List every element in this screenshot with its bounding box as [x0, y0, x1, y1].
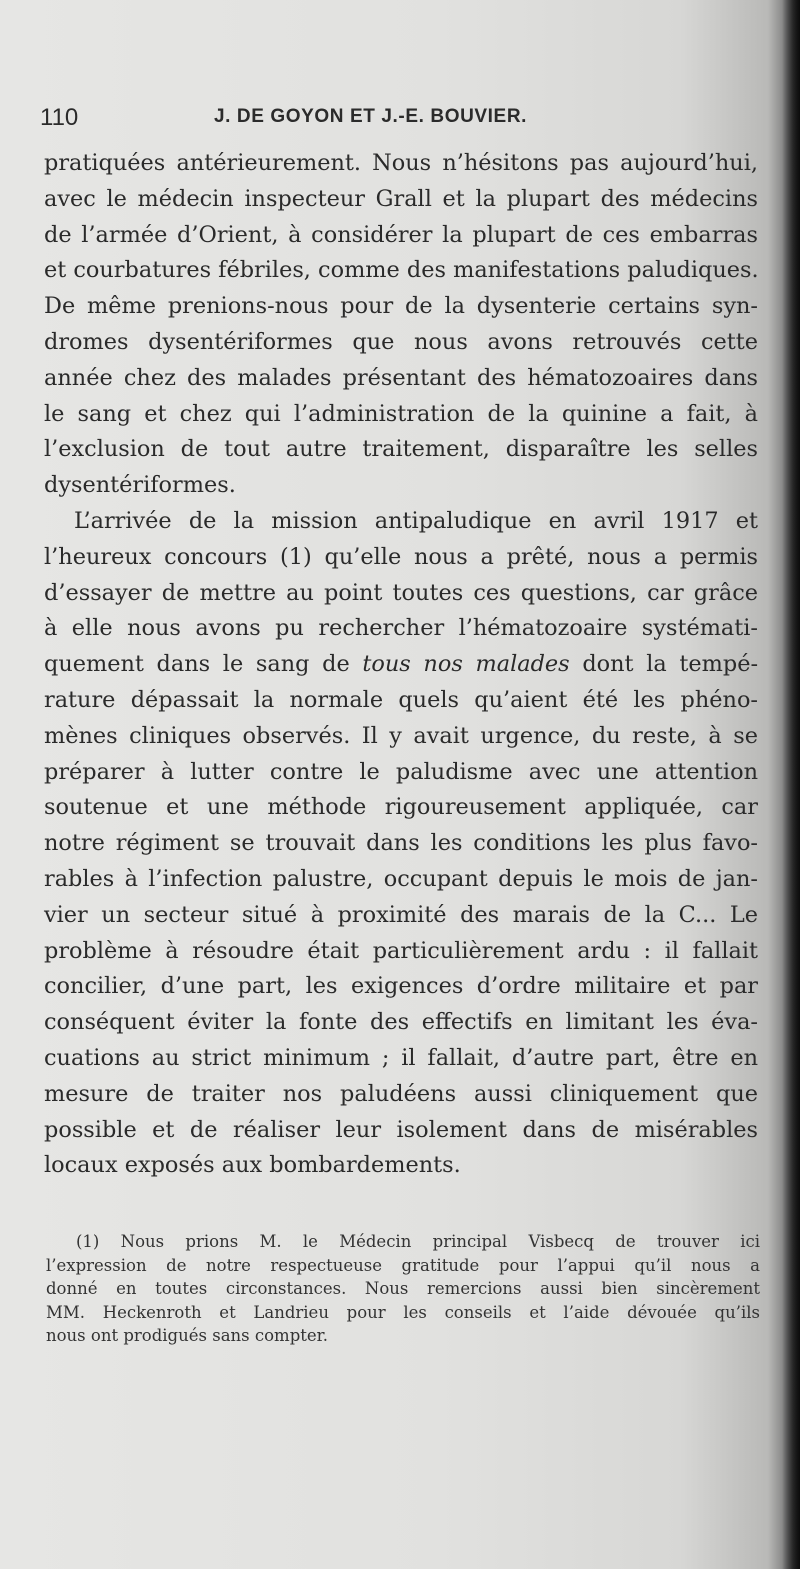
text-line: De même prenions-nous pour de la dysenterie certains syn- — [44, 293, 758, 320]
text-line: pratiquées antérieurement. Nous n’hésitons pas aujourd’hui, — [44, 150, 758, 176]
page-header — [40, 104, 760, 140]
text-line: soutenue et une méthode rigoureusement appliquée, car — [44, 794, 758, 821]
body-text — [44, 146, 758, 1184]
running-head: J. DE GOYON ET J.-E. BOUVIER. — [214, 106, 528, 127]
text-line: l’heureux concours (1) qu’elle nous a prêté, nous a permis — [44, 543, 758, 570]
text-line: dysentériformes. — [44, 472, 236, 499]
text-line: cuations au strict minimum ; il fallait, d’autre part, être en — [44, 1044, 758, 1071]
footnote-line: l’expression de notre respectueuse gratitude pour l’appui qu’il nous a — [46, 1255, 760, 1275]
text-line: conséquent éviter la fonte des effectifs en limitant les éva- — [44, 1009, 758, 1036]
italic-emphasis: tous nos malades — [362, 651, 570, 678]
text-segment: dont la tempé- — [582, 651, 759, 678]
text-line: possible et de réaliser leur isolement dans de misérables — [44, 1116, 758, 1143]
text-line: notre régiment se trouvait dans les conditions les plus favo- — [44, 830, 758, 857]
text-line: le sang et chez qui l’administration de la quinine a fait, à — [44, 400, 758, 427]
text-line-with-italic — [44, 647, 758, 683]
text-line: rables à l’infection palustre, occupant depuis le mois de jan- — [44, 865, 758, 892]
footnote-line: donné en toutes circonstances. Nous remercions aussi bien sincèrement — [46, 1279, 760, 1298]
text-line: à elle nous avons pu rechercher l’hématozoaire systémati- — [44, 615, 758, 642]
text-line: mesure de traiter nos paludéens aussi cliniquement que — [44, 1080, 758, 1107]
text-line: avec le médecin inspecteur Grall et la plupart des médecins — [44, 185, 758, 212]
text-line: mènes cliniques observés. Il y avait urgence, du reste, à se — [44, 722, 758, 749]
text-line: L’arrivée de la mission antipaludique en avril 1917 et — [74, 507, 758, 534]
text-segment: quement dans le sang de — [44, 651, 350, 678]
footnote — [46, 1230, 760, 1348]
text-line: problème à résoudre était particulièrement ardu : il fallait — [44, 937, 758, 964]
text-line: d’essayer de mettre au point toutes ces questions, car grâce — [44, 579, 758, 606]
page-number: 110 — [40, 104, 79, 131]
text-line: concilier, d’une part, les exigences d’ordre militaire et par — [44, 973, 758, 1000]
text-line: vier un secteur situé à proximité des marais de la C... Le — [44, 901, 758, 928]
footnote-line: MM. Heckenroth et Landrieu pour les conseils et l’aide dévouée qu’ils — [46, 1302, 760, 1322]
text-line: rature dépassait la normale quels qu’aient été les phéno- — [44, 686, 758, 713]
text-line: et courbatures fébriles, comme des manifestations paludiques. — [44, 257, 759, 284]
text-line: année chez des malades présentant des hématozoaires dans — [44, 364, 758, 391]
footnote-line: nous ont prodigués sans compter. — [46, 1326, 328, 1345]
text-line: préparer à lutter contre le paludisme avec une attention — [44, 758, 758, 785]
text-line: de l’armée d’Orient, à considérer la plupart de ces embarras — [44, 221, 758, 248]
text-line: l’exclusion de tout autre traitement, disparaître les selles — [44, 436, 758, 463]
text-line: dromes dysentériformes que nous avons retrouvés cette — [44, 328, 758, 355]
text-line: locaux exposés aux bombardements. — [44, 1152, 461, 1179]
footnote-line: (1) Nous prions M. le Médecin principal Visbecq de trouver ici — [76, 1232, 760, 1251]
